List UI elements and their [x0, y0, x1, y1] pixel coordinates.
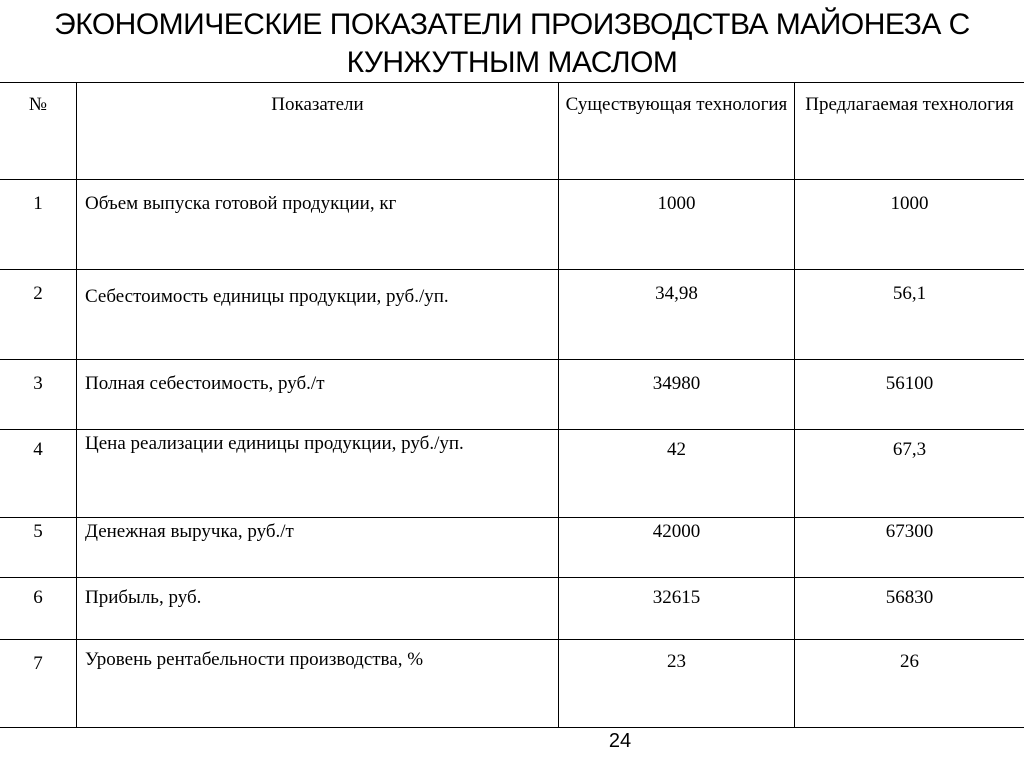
row-proposed-value: 1000: [890, 193, 929, 214]
row-indicator: Полная себестоимость, руб./т: [77, 360, 559, 430]
slide-title-line-1: ЭКОНОМИЧЕСКИЕ ПОКАЗАТЕЛИ ПРОИЗВОДСТВА МАЙОНЕЗА С: [54, 8, 970, 41]
row-indicator: Уровень рентабельности производства, %: [77, 640, 559, 728]
row-existing-value: 42000: [559, 518, 795, 578]
page-number: 24: [608, 730, 632, 752]
row-number: 7: [0, 640, 77, 728]
table-row: [0, 518, 1024, 578]
row-existing-value: 42: [559, 430, 795, 518]
row-existing-value: 32615: [559, 578, 795, 640]
table-row: [0, 430, 1024, 518]
row-number: 1: [0, 180, 77, 270]
slide-title-line-2: КУНЖУТНЫМ МАСЛОМ: [346, 46, 678, 79]
table-header-row: [0, 83, 1024, 180]
row-proposed-value: 56,1: [892, 283, 927, 304]
row-indicator: Объем выпуска готовой продукции, кг: [77, 180, 559, 270]
row-proposed-value: 56830: [885, 587, 934, 608]
row-proposed-value: 67,3: [892, 439, 927, 460]
row-existing-value: 34,98: [559, 270, 795, 360]
row-proposed-value: 56100: [885, 373, 934, 394]
row-existing-value: 23: [559, 640, 795, 728]
slide-title: [0, 6, 1024, 82]
table-row: [0, 578, 1024, 640]
table-row: [0, 180, 1024, 270]
row-indicator: Цена реализации единицы продукции, руб./уп.: [77, 430, 559, 518]
row-number: 5: [0, 518, 77, 578]
header-indicator: Показатели: [77, 83, 559, 180]
header-proposed-technology: Предлагаемая технология: [805, 94, 1014, 115]
row-indicator: Денежная выручка, руб./т: [77, 518, 559, 578]
header-existing-technology: Существующая технология: [559, 83, 795, 180]
table-row: [0, 640, 1024, 728]
row-proposed-value: 26: [900, 651, 919, 672]
table-row: [0, 270, 1024, 360]
indicators-table: [0, 82, 1024, 728]
row-existing-value: 1000: [559, 180, 795, 270]
row-number: 6: [0, 578, 77, 640]
table-row: [0, 360, 1024, 430]
row-number: 2: [0, 270, 77, 360]
row-proposed-value: 67300: [885, 521, 934, 542]
row-indicator: Себестоимость единицы продукции, руб./уп.: [77, 270, 559, 360]
row-number: 3: [0, 360, 77, 430]
header-number: №: [0, 83, 77, 180]
row-indicator: Прибыль, руб.: [77, 578, 559, 640]
row-number: 4: [0, 430, 77, 518]
row-existing-value: 34980: [559, 360, 795, 430]
